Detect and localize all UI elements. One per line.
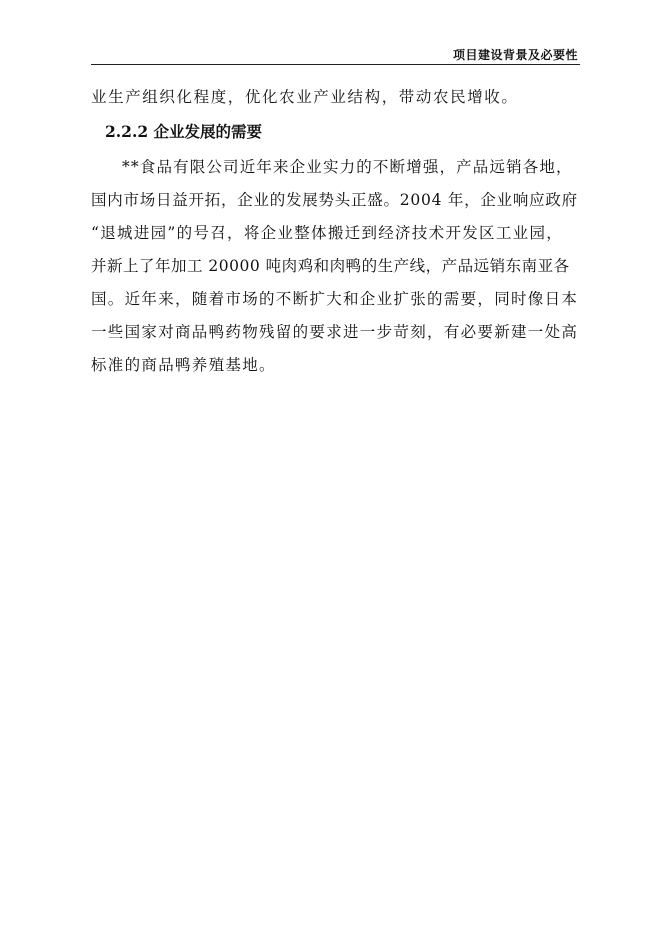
paragraph-line: 一些国家对商品鸭药物残留的要求进一步苛刻，有必要新建一处高 [91,323,579,341]
paragraph-line: 国。近年来，随着市场的不断扩大和企业扩张的需要，同时像日本 [91,290,579,308]
header-title: 项目建设背景及必要性 [452,48,578,62]
continuation-line: 业生产组织化程度，优化农业产业结构，带动农民增收。 [91,88,519,106]
section-heading: 2.2.2 企业发展的需要 [105,122,263,141]
body-paragraph [91,151,581,382]
paragraph-line: “退城进园”的号召，将企业整体搬迁到经济技术开发区工业园， [91,224,564,242]
paragraph-line: 并新上了年加工 20000 吨肉鸡和肉鸭的生产线，产品远销东南亚各 [91,257,570,275]
page-header [91,44,580,65]
paragraph-line: **食品有限公司近年来企业实力的不断增强，产品远销各地， [122,158,573,176]
paragraph-line: 国内市场日益开拓，企业的发展势头正盛。2004 年，企业响应政府 [91,191,578,209]
paragraph-line: 标准的商品鸭养殖基地。 [91,356,276,374]
